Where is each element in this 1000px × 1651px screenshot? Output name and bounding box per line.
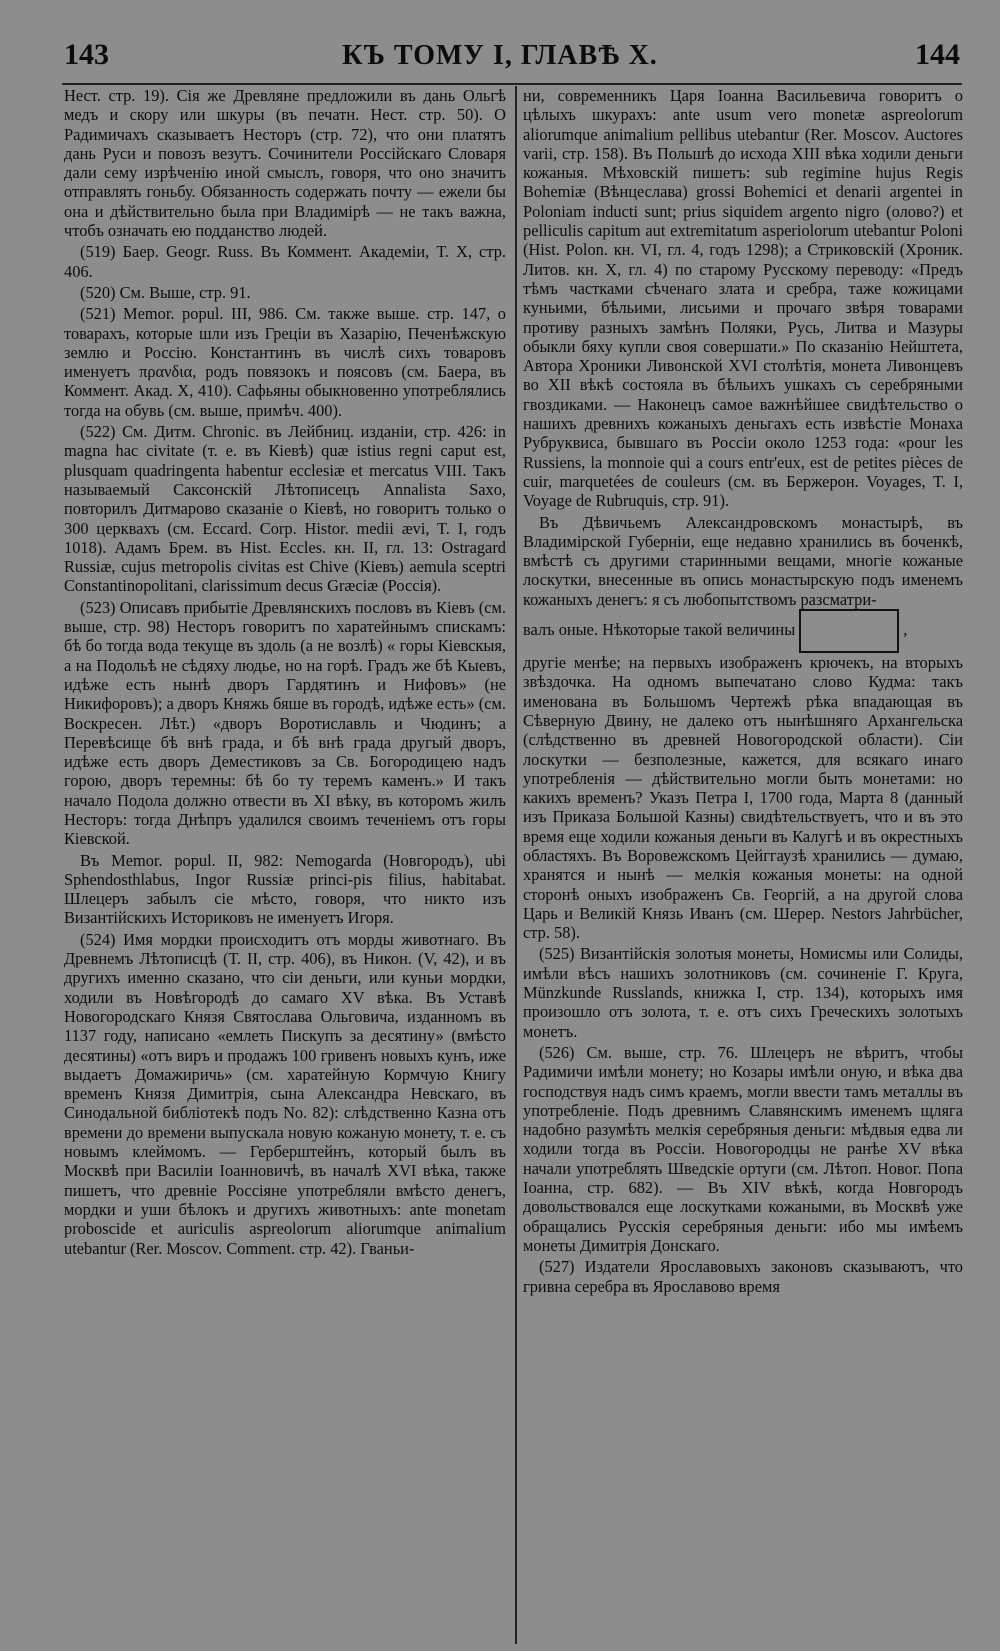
note-524: (524) Имя мордки происходитъ отъ морды животнаго. Въ Древнемъ Лѣтописцѣ (Т. II, стр. 406), въ Никон. (V, 42), и въ другихъ именно сказано, что сіи деньги, или куньи мордки, ходили въ Новѣгородѣ до самаго XV вѣка. Въ Уставѣ Новогородскаго Князя Святослава Ольговича, изданномъ въ 1137 году, написано «емлеть Пискупъ за десятину» (вмѣсто десятины) «отъ виръ и продажъ 100 гривенъ новыхъ кунъ, иже выдаетъ Домажиричь» (см. харатейную Кормчую Книгу временъ Князя Димитрія, сына Александра Невскаго, въ Синодальной библіотекѣ подъ No. 82): слѣдственно Казна отъ времени до времени выпускала новую кожаную монету, т. е. съ новымъ клеймомъ. — Герберштейнъ, который былъ въ Москвѣ при Василіи Іоанновичѣ, въ началѣ XVI вѣка, также пишетъ, что древніе Россіяне употребляли вмѣсто денегъ, мордки и уши бѣлокъ и другихъ животныхъ: ante monetam proboscide et auriculis aspreolorum aliorumque animalium utebantur (Rer. Moscov. Comment. стр. 42). Гваньи- — [64, 929, 506, 1258]
paragraph: Въ Дѣвичьемъ Александровскомъ монастырѣ, въ Владимірской Губерніи, еще недавно хранились въ боченкѣ, вмѣстѣ съ другими старинными вещами, многіе кожаные лоскутки, внесенные въ опись монастырскую подъ именемъ кожаныхъ денегъ: я съ любопытствомъ разсматри- — [523, 512, 963, 609]
header-rule — [62, 83, 962, 85]
paragraph-with-figure — [523, 609, 963, 653]
paragraph: Въ Memor. popul. II, 982: Nemogarda (Новгородъ), ubi Sphendosthlabus, Ingor Russiæ princi-pis filius, habitabat. Шлецеръ забылъ сіе мѣсто, говоря, что никто изъ Византійскихъ Историковъ не именуетъ Игоря. — [64, 850, 506, 928]
figure-lead-text: валъ оные. Нѣкоторые такой величины — [523, 619, 796, 639]
note-526: (526) См. выше, стр. 76. Шлецеръ не вѣритъ, чтобы Радимичи имѣли монету; но Козары имѣли оную, и вѣка два господствуя надъ симъ краемъ, могли ввести тамъ металлы въ употребленіе. Подъ древнимъ Славянскимъ именемъ щляга надобно разумѣть мелкія серебряныя деньги: мѣдвыя едва ли ходили тогда въ Россіи. Новогородцы не ранѣе XV вѣка начали употреблять Шведскіе ортуги (см. Лѣтоп. Новог. Попа Іоанна, стр. 682). — Въ XIV вѣкѣ, когда Новгородъ довольствовался еще лоскутками кожаными, въ Москвѣ уже обращались Русскія серебряныя деньги: ибо мы имѣемъ монеты Димитрія Донскаго. — [523, 1042, 963, 1255]
note-525: (525) Византійскія золотыя монеты, Номисмы или Солиды, имѣли вѣсъ нашихъ золотниковъ (см. сочиненіе Г. Круга, Münzkunde Russlands, книжка I, стр. 134), которыхъ имя произошло отъ золота, т. е. отъ сихъ Греческихъ золотыхъ монетъ. — [523, 944, 963, 1041]
left-column — [64, 86, 506, 1646]
note-519: (519) Баер. Geogr. Russ. Въ Коммент. Академіи, Т. X, стр. 406. — [64, 242, 506, 281]
note-523: (523) Описавъ прибытіе Древлянскихъ пословъ въ Кіевъ (см. выше, стр. 98) Несторъ говоритъ по харатейнымъ спискамъ: бѣ бо тогда вода текуще въ здоль (а не возлѣ) « горы Кіевскыя, а на Подольѣ не сѣдяху людье, но на горѣ. Градъ же бѣ Кыевъ, идѣже есть нынѣ дворъ Гардятинъ и Нифовъ» (не Никифоровъ); а дворъ Княжь бяше въ городѣ, идѣже есть» (см. Воскресен. Лѣт.) «дворъ Воротиславль и Чюдинъ; а Перевѣсище бѣ внѣ града, и бѣ внѣ града другый дворъ, идѣже есть дворъ Деместиковъ за Св. Богородицею надъ горою, дворъ теремны: бѣ бо ту теремъ каменъ.» И такъ начало Подола должно отвести въ XI вѣку, въ которомъ жилъ Несторъ: тогда Днѣпръ удалился своимъ теченіемъ отъ горы Кіевской. — [64, 597, 506, 849]
note-521: (521) Memor. popul. III, 986. См. также выше. стр. 147, о товарахъ, которые шли изъ Греціи въ Хазарію, Печенѣжскую землю и Россію. Константинъ въ числѣ сихъ товаровъ именуетъ πρανδια, родъ повязокъ и поясовъ (см. Баера, въ Коммент. Акад. X, 410). Сафьяны обыкновенно употреблялись тогда на обувь (см. выше, примѣч. 400). — [64, 304, 506, 420]
leather-piece-size-figure — [799, 609, 899, 653]
note-522: (522) См. Дитм. Chronic. въ Лейбниц. изданіи, стр. 426: in magna hac civitate (т. е. въ Кіевѣ) quæ istius regni caput est, plusquam quadringenta habentur ecclesiæ et mercatus VIII. Такъ называемый Саксонскій Лѣтописецъ Annalista Saxo, повторилъ Дитмарово сказаніе о Кіевѣ, но говоритъ только о 300 церквахъ (см. Eccard. Corp. Histor. medii ævi, T. I, годъ 1018). Адамъ Брем. въ Hist. Eccles. кн. II, гл. 13: Ostragard Russiæ, cujus metropolis civitas est Chive (Кіевъ) aemula sceptri Constantinopolitani, clarissimum decus Græciæ (Россія). — [64, 422, 506, 596]
figure-comma: , — [903, 619, 908, 639]
note-527: (527) Издатели Ярославовыхъ законовъ сказываютъ, что гривна серебра въ Ярославово время — [523, 1257, 963, 1296]
note-520: (520) См. Выше, стр. 91. — [80, 282, 251, 302]
page-number-right: 144 — [915, 38, 960, 71]
column-divider — [515, 86, 517, 1644]
paragraph: Нест. стр. 19). Сія же Древляне предложили въ дань Ольгѣ медъ и скору или шкуры (въ печатн. Нест. стр. 50). О Радимичахъ сказываетъ Несторъ (стр. 72), что они платятъ дань Руси и повозъ везутъ. Сочинители Россійскаго Словаря дали сему изрѣченію иной смыслъ, говоря, что оно значитъ отправлять гоньбу. Обязанность содержать почту — ежели бы она и дѣйствительно была при Владимірѣ — не такъ важна, чтобъ означать ею подданство людей. — [64, 86, 506, 241]
right-column — [523, 86, 963, 1646]
page-number-left: 143 — [64, 38, 109, 71]
paragraph: другіе менѣе; на первыхъ изображенъ крючекъ, на вторыхъ звѣздочка. На одномъ выпечатано слово Кудма: такъ именована въ Большомъ Чертежѣ рѣка впадающая въ Сѣверную Двину, не далеко отъ нынѣшняго Архангельска (слѣдственно въ древней Новогородской области). Сіи лоскутки — безполезные, кажется, для всякаго инаго употребленія — дѣйствительно могли быть монетами: но какихъ временъ? Указъ Петра I, 1700 года, Марта 8 (данный изъ Приказа Большой Казны) свидѣтельствуетъ, что и въ это время еще ходили кожаныя деньги въ Калугѣ и въ окрестныхъ областяхъ. Въ Воровежскомъ Цейггаузѣ хранились — думаю, хранятся и нынѣ — мелкія кожаныя монеты: на одной сторонѣ оныхъ изображенъ Св. Георгій, а на другой слова Царь и Великій Князь Иванъ (см. Шерер. Nestors Jahrbücher, стр. 58). — [523, 653, 963, 943]
running-header — [0, 38, 1000, 78]
paragraph: ни, современникъ Царя Іоанна Васильевича говоритъ о цѣлыхъ шкурахъ: ante usum vero monetæ aspreolorum aliorumque animalium pellibus utebantur (Rer. Moscov. Auctores varii, стр. 158). Въ Польшѣ до исхода XIII вѣка ходили деньги кожаныя. Мѣховскій пишетъ: sub regimine hujus Regis Bohemiæ (Вѣнцеслава) grossi Bohemici et denarii argentei in Poloniam inducti sunt; prius siquidem argento nigro (олово?) et pelliculis capitum aut extremitatum asperiolorum utebantur Poloni (Hist. Polon. кн. VI, гл. 4, годъ 1298); а Стриковскій (Хроник. Литов. кн. X, гл. 4) по старому Русскому переводу: «Предъ тѣмъ частками сѣченаго злата и сребра, таже кожицами куньими, бѣльими, лисьими и прочаго звѣря товарами противу разныхъ замѣнъ Поляки, Русь, Литва и Мазуры обыкли бяху купли своя совершати.» По сказанію Нейштета, Автора Хроники Ливонской XVI столѣтія, монета Ливонцевъ во XII вѣкѣ состояла въ бѣльихъ ушкахъ съ серебряными гвоздиками. — Наконецъ самое важнѣйшее свидѣтельство о нашихъ древнихъ кожаныхъ деньгахъ есть извѣстіе Монаха Рубруквиса, бывшаго въ Россіи около 1253 года: «pour les Russiens, la monnoie qui a cours entr'eux, est de petites pièces de cuir, marquetées de couleurs (см. въ Бержерон. Voyages, T. I, Voyage de Rubruquis, стр. 91). — [523, 86, 963, 511]
running-title: КЪ ТОМУ I, ГЛАВѢ X. — [342, 40, 658, 71]
